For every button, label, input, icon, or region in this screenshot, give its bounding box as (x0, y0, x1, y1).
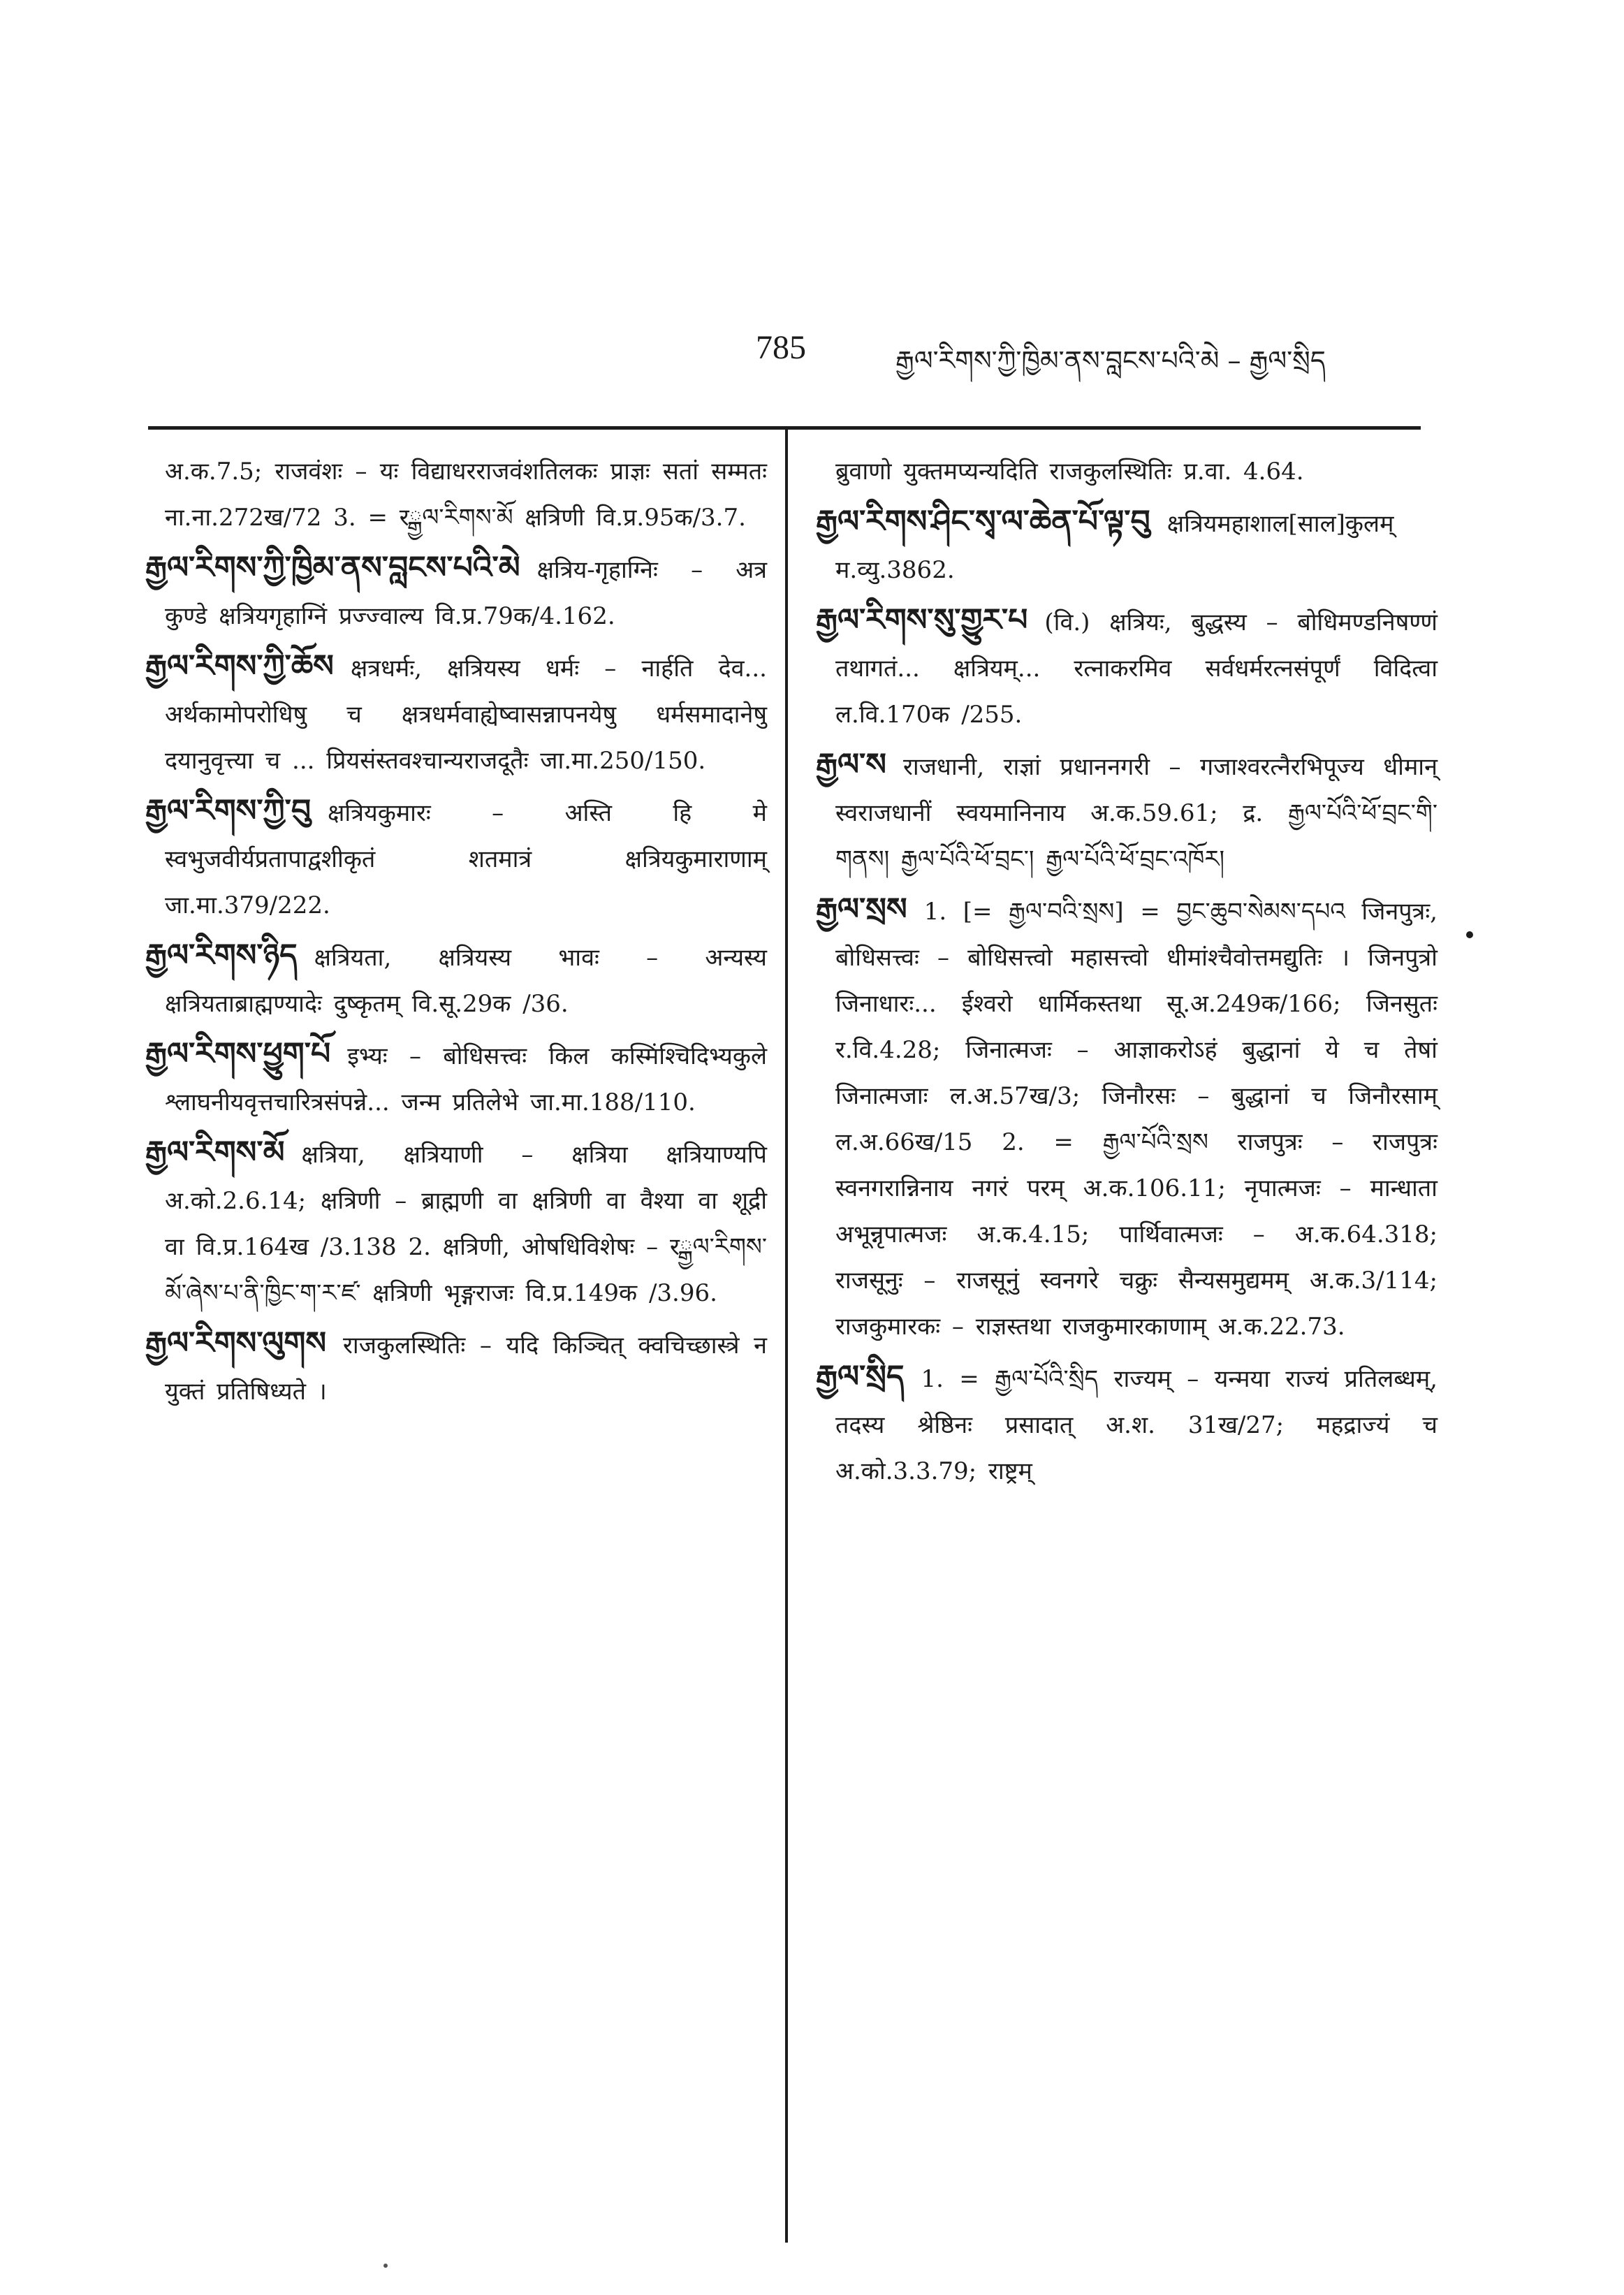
entry-text: 1. = རྒྱལ་པོའི་སྲིད राज्यम् – यन्मया राज्यं प्रतिलब्धम्, तदस्य श्रेष्ठिनः प्रसादात् अ.श. 31ख/27; महद्राज्यं च अ.को.3.3.79; राष्ट्रम् (835, 1365, 1438, 1485)
dictionary-entry (816, 742, 1438, 882)
entry-text: इभ्यः – बोधिसत्त्वः किल कस्मिंश्चिदिभ्यकुले श्लाघनीयवृत्तचारित्रसंपन्ने... जन्म प्रतिलेभे जा.मा.188/110. (165, 1042, 767, 1116)
right-column (816, 449, 1438, 1499)
dictionary-entry (145, 933, 767, 1027)
entry-text: क्षत्रियकुमारः – अस्ति हि मे स्वभुजवीर्यप्रतापाद्वशीकृतं शतमात्रं क्षत्रियकुमाराणाम् जा.मा.379/222. (165, 799, 767, 919)
entry-headword: རྒྱལ་རིགས་ཀྱི་བུ (145, 793, 312, 829)
dictionary-entry (145, 788, 767, 928)
entry-text: क्षत्रियता, क्षत्रियस्य भावः – अन्यस्य क्षत्रियताब्राह्मण्यादेः दुष्कृतम् वि.सू.29क /36. (165, 944, 767, 1018)
header-rule (148, 426, 1421, 430)
scan-speck (1466, 931, 1473, 938)
running-header: རྒྱལ་རིགས་ཀྱི་ཁྱིམ་ནས་བླངས་པའི་མེ – རྒྱལ་སྲིད (895, 345, 1326, 376)
dictionary-entry (145, 1031, 767, 1125)
dictionary-entry (145, 545, 767, 639)
dictionary-entry (145, 1130, 767, 1316)
dictionary-entry (816, 499, 1438, 593)
entry-text: क्षत्रियमहाशाल[साल]कुलम् म.व्यु.3862. (835, 510, 1394, 584)
entry-headword: རྒྱལ་རིགས་ཉིད (145, 938, 298, 973)
dictionary-entry (145, 643, 767, 784)
dictionary-entry (145, 1320, 767, 1415)
entry-text: (वि.) क्षत्रियः, बुद्धस्य – बोधिमण्डनिषण्णं तथागतं... क्षत्रियम्... रत्नाकरमिव सर्वधर्मरत्नसंपूर्णं विदित्वा ल.वि.170क /255. (835, 609, 1438, 729)
entry-headword: རྒྱལ་སྲས (816, 891, 907, 927)
dictionary-entry (835, 449, 1438, 495)
entry-headword: རྒྱལ་རིགས་ལུགས (145, 1325, 327, 1361)
entry-headword: རྒྱལ་རིགས་ཀྱི་ཁྱིམ་ནས་བླངས་པའི་མེ (145, 550, 520, 585)
entry-text: राजधानी, राज्ञां प्रधाननगरी – गजाश्वरत्नैरभिपूज्य धीमान् स्वराजधानीं स्वयमानिनाय अ.क.59.61; द्र. རྒྱལ་པོའི་ཕོ་བྲང་གི་གནས། རྒྱལ་པོའི་ཕོ་བྲང་། རྒྱལ་པོའི་ཕོ་བྲང་འཁོར། (835, 753, 1438, 873)
dictionary-entry (816, 597, 1438, 738)
dictionary-entry (816, 1354, 1438, 1494)
page-number: 785 (756, 329, 806, 366)
scan-speck (383, 2264, 388, 2268)
entry-text: राजकुलस्थितिः – यदि किञ्चित् क्वचिच्छास्त्रे न युक्तं प्रतिषिध्यते । (165, 1332, 767, 1406)
entry-headword: རྒྱལ་རིགས་ཤིང་སྭ་ལ་ཆེན་པོ་ལྟ་བུ (816, 504, 1150, 539)
entry-headword: རྒྱལ་རིགས་སུ་གྱུར་པ (816, 602, 1028, 638)
entry-headword: རྒྱལ་སྲིད (816, 1359, 905, 1394)
entry-text: क्षत्रधर्मः, क्षत्रियस्य धर्मः – नार्हति देव... अर्थकामोपरोधिषु च क्षत्रधर्मवाह्येष्वासन्नापनयेषु धर्मसमादानेषु दयानुवृत्त्या च ... प्रियसंस्तवश्चान्यराजदूतैः जा.मा.250/150. (165, 655, 767, 775)
entry-text: अ.क.7.5; राजवंशः – यः विद्याधरराजवंशतिलकः प्राज्ञः सतां सम्मतः ना.ना.272ख/72 3. = रྒྱལ་རིགས་མོ क्षत्रिणी वि.प्र.95क/3.7. (165, 458, 767, 532)
entry-headword: རྒྱལ་ས (816, 747, 886, 782)
entry-text: 1. [= རྒྱལ་བའི་སྲས] = བྱང་ཆུབ་སེམས་དཔའ जिनपुत्रः, बोधिसत्त्वः – बोधिसत्त्वो महासत्त्वो धीमांश्चैवोत्तमद्युतिः । जिनपुत्रो जिनाधारः... ईश्वरो धार्मिकस्तथा सू.अ.249क/166; जिनसुतः र.वि.4.28; जिनात्मजः – आज्ञाकरोऽहं बुद्धानां ये च तेषां जिनात्मजाः ल.अ.57ख/3; जिनौरसः – बुद्धानां च जिनौरसाम् ल.अ.66ख/15 2. = རྒྱལ་པོའི་སྲས राजपुत्रः – राजपुत्रः स्वनगरान्निनाय नगरं परम् अ.क.106.11; नृपात्मजः – मान्धाता अभून्नृपात्मजः अ.क.4.15; पार्थिवात्मजः – अ.क.64.318; राजसूनुः – राजसूनुं स्वनगरे चक्रुः सैन्यसमुद्यमम् अ.क.3/114; राजकुमारकः – राज्ञस्तथा राजकुमारकाणाम् अ.क.22.73. (835, 898, 1438, 1341)
dictionary-entry (165, 449, 767, 541)
entry-headword: རྒྱལ་རིགས་ཀྱི་ཆོས (145, 648, 334, 684)
entry-text: ब्रुवाणो युक्तमप्यन्यदिति राजकुलस्थितिः प्र.वा. 4.64. (835, 458, 1304, 486)
entry-headword: རྒྱལ་རིགས་ཕྱུག་པོ (145, 1036, 331, 1072)
left-column (145, 449, 767, 1419)
entry-text: क्षत्रिय-गृहाग्निः – अत्र कुण्डे क्षत्रियगृहाग्निं प्रज्ज्वाल्य वि.प्र.79क/4.162. (165, 556, 767, 630)
column-divider (785, 428, 788, 2243)
entry-text: क्षत्रिया, क्षत्रियाणी – क्षत्रिया क्षत्रियाण्यपि अ.को.2.6.14; क्षत्रिणी – ब्राह्मणी वा क्षत्रिणी वा वैश्या वा शूद्री वा वि.प्र.164ख /3.138 2. क्षत्रिणी, ओषधिविशेषः – रྒྱལ་རིགས་མོ་ཞེས་པ་ནི་ཁྱིང་ག་ར་ཛ་ क्षत्रिणी भृङ्गराजः वि.प्र.149क /3.96. (165, 1141, 767, 1307)
dictionary-entry (816, 887, 1438, 1350)
entry-headword: རྒྱལ་རིགས་མོ (145, 1135, 285, 1170)
